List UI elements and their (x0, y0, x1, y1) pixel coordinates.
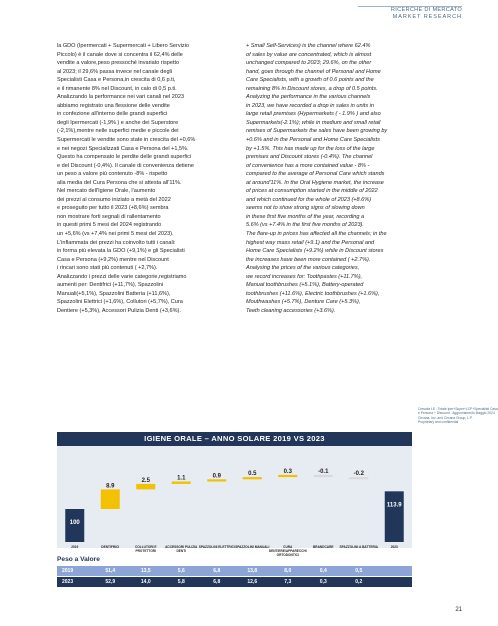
category-tick-label (71, 546, 78, 550)
english-text-line: the increases have been more contained ( +2.7%). (246, 256, 371, 263)
english-text-line: of prices at consumption started in the middle of 2022 (246, 188, 378, 195)
category-tick-line: ORTODONTICI (276, 552, 299, 557)
italian-text-line: Spazzolini Elettrici (+1,6%), Collutori (+5,7%), Cura (57, 299, 183, 306)
peso-value: 8,0 (284, 568, 292, 574)
english-text-line: Supermarkets(-2.1%); while in medium and small retail (246, 119, 381, 126)
english-text-line: in these first five months of the year, recording a (246, 213, 365, 220)
peso-value: 7,3 (284, 579, 292, 585)
source-note-line: Circana, Inc. and Circana Group, L.P. (418, 415, 473, 420)
italian-text-line: Supermercati le vendite sono state in crescita del +0,6% (57, 137, 196, 144)
peso-value: 6,8 (213, 579, 221, 585)
peso-value: 14,0 (140, 579, 151, 585)
peso-value: 0,5 (355, 568, 363, 574)
italian-text-line: in forma più elevata la GDO (+9,1%) e gli Specialisti (57, 248, 185, 255)
category-tick-label (165, 546, 197, 554)
peso-value: 12,6 (247, 579, 258, 585)
english-text-line: premises and Discount stores (-0.4%). The channel (246, 154, 373, 161)
italian-text-line: vendite a valore,peso pressoché invariato rispetto (57, 60, 180, 67)
peso-value: 0,3 (319, 579, 327, 585)
english-text-line: Analyzing the performance in the various channels (246, 94, 371, 101)
english-text-line: Care Specialists, with a growth of 0.6 points and the (246, 77, 374, 84)
chart-title-banner: IGIENE ORALE – ANNO SOLARE 2019 VS 2023 (57, 432, 412, 446)
source-note-line: Crescita LE - Totale Iper+Super+LCP+Specialisti Casa (418, 407, 498, 411)
italian-text-line: i rincari sono stati più contenuti ( +2,7%). (57, 265, 158, 272)
italian-text-line: non mostrare forti segnali di rallentamento (57, 213, 161, 220)
italian-text-line: L'inflammata dei prezzi ha coinvolto tutti i canali: (57, 239, 176, 246)
category-tick-line: DENTI (176, 548, 187, 553)
category-tick-label (135, 546, 157, 554)
italian-text-line: aumenti per: Dentifrici (+11,7%), Spazzolini (57, 282, 164, 289)
italian-text-line: abbiamo registrato una flessione delle vendite (57, 102, 170, 109)
category-tick-line: BRANDCARE (312, 545, 334, 549)
peso-value: 13,5 (140, 568, 151, 574)
value-label: -0.1 (318, 468, 329, 475)
italian-text-line: Casa e Persona (+9,2%) mentre nel Discount (57, 256, 169, 263)
bar-dentifrici (101, 489, 120, 509)
italian-text-line: dei prezzi al consumo iniziato a metà del 2022 (57, 196, 171, 203)
section-header (352, 7, 462, 20)
english-text-line: compared to the average of Personal Care which stands (246, 171, 385, 178)
value-label: 0.5 (248, 471, 257, 478)
italian-text-line: e del Discount (-0,4%). Il canale di convenienza detiene (57, 162, 194, 169)
value-label: 113.9 (386, 502, 402, 509)
english-text-line: at around'11%. In the Oral Hygiene market, the increase (246, 179, 384, 186)
value-label: 0.3 (283, 468, 292, 475)
italian-text-line: un +5,6% (vs +7,4% nei primi 5 mesi del 2023). (57, 231, 174, 238)
english-text-line: toothbrushes (+11.6%), Electric toothbrushes (+1.6%), (246, 290, 380, 297)
italian-text-line: Manuali(+5,1%), Spazzolini Batteria (+11,6%), (57, 290, 171, 297)
bar-cura-dentiere-apparecchi-ortodontici (278, 475, 297, 477)
italian-text-line: Analizzando la performance nei vari canali nel 2023 (57, 94, 185, 101)
italian-text-line: in confezione all'interno delle grandi superfici (57, 111, 168, 118)
category-tick-label (235, 546, 269, 550)
italian-text-line: Specialisti Casa e Persona,in crescita di 0,6 p.ti, (57, 77, 176, 84)
header-line-en: MARKET RESEARCH (392, 14, 462, 20)
category-tick-label (313, 546, 334, 550)
peso-year: 2023 (62, 579, 74, 585)
waterfall-chart (57, 446, 412, 548)
category-tick-line: DENTIFRICI (101, 545, 120, 549)
category-tick-line: PROTETTORI (135, 548, 156, 553)
italian-text-line: la GDO (Ipermercati + Supermercati + Libero Servizio (57, 43, 189, 49)
italian-text-line: (-2,1%),mentre nelle superfici medie e piccole dei (57, 128, 179, 135)
value-label: 100 (69, 520, 80, 526)
category-tick-line: 2019 (71, 545, 79, 549)
peso-value: 13,8 (247, 568, 258, 574)
chart-canvas (57, 446, 412, 548)
bar-spazzolini-a-batteria (349, 477, 368, 479)
bar-brandcare (314, 475, 333, 477)
english-text-line: Teeth cleaning accessories (+3.6%). (246, 307, 336, 314)
italian-text-line: Analizzando i prezzi delle varie categorie,registriamo (57, 273, 187, 280)
category-tick-label (269, 546, 307, 557)
italian-text-line: e nei negozi Specializzati Casa e Persona del +1,5%. (57, 145, 189, 152)
english-text-line: and which continued for the whole of 2023 (+8.6%) (246, 196, 372, 203)
bar-2023 (385, 491, 404, 542)
peso-row-2023 (57, 577, 412, 587)
page-number: 21 (455, 607, 462, 613)
english-column (246, 42, 431, 316)
italian-text-line: Dentiere (+5,3%), Accessori Pulizia Denti (+3,6%). (57, 307, 181, 314)
category-tick-line: CURA (283, 545, 293, 549)
english-text-line: hand, goes through the channel of Personal and Home (246, 68, 381, 75)
english-text-line: Home Care Specialists (+9.2%) while in Discount stores (246, 248, 384, 255)
category-tick-line: DENTIERE/APPARECCHI (268, 548, 307, 553)
peso-title: Peso a Valore (57, 556, 100, 563)
english-text-line: seems not to show strong signs of slowing down (246, 205, 365, 212)
english-text-line: we record increases for: Toothpastes (+11.7%), (246, 273, 363, 280)
english-text-line: large retail premises (Hypermarkets ( - 1.9% ) and also (246, 111, 381, 118)
category-tick-line: SPAZZOLINI ELETTRICI (198, 545, 235, 549)
category-tick-line: COLLUTORI E (134, 545, 157, 549)
peso-value: 0,2 (355, 579, 363, 585)
value-label: 2.5 (141, 477, 150, 484)
italian-text-line: al 2023; il 29,6% passa invece nel canale degli (57, 68, 173, 75)
category-tick-label (101, 546, 119, 550)
category-axis (57, 545, 412, 557)
english-text-line: +0.6% and in the Personal and Home Care Specialists (246, 137, 380, 144)
italian-text-line: alla media del Cura Persona che si attesta all'11%. (57, 179, 182, 186)
bar-spazzolini-elettrici (207, 479, 226, 481)
peso-value: 5,6 (177, 568, 185, 574)
english-text-line: of sales by value are concentrated, which is almost (246, 51, 372, 58)
italian-text-line: e proseguito per tutto il 2023 (+8,6%) sembra (57, 205, 169, 212)
source-note-line: e Persona + Discount - Aggiornamento Maggio 2024 (418, 411, 495, 416)
category-tick-line: 2023 (390, 545, 398, 549)
italian-text-line: un peso a valore più contenuto -8% - rispetto (57, 171, 168, 178)
category-tick-label (340, 546, 378, 550)
english-text-line: Analysing the prices of the various categories, (246, 265, 360, 272)
english-text-line: of convenience has a more contained value - 8% - (246, 162, 370, 169)
english-text-line: remises of Supermarkets the sales have been growing by (246, 128, 388, 135)
source-note-line: Proprietary and confidential (418, 419, 459, 424)
peso-value: 6,8 (213, 568, 221, 574)
value-label: 1.1 (177, 475, 186, 482)
italian-text-line: Nel mercato dell'Igiene Orale, l'aumento (57, 188, 156, 195)
italian-text-line: e il rimanente 8% nel Discount, in calo di 0,5 p.ti. (57, 85, 177, 92)
english-text-line: by +1.5%. This has made up for the loss of the large (246, 145, 375, 152)
header-line-it: RICERCHE DI MERCATO (390, 7, 462, 13)
english-text-line: in 2023, we have recorded a drop in sales in units in (246, 102, 374, 109)
english-text-line: The flare-up in prices has affected all the channels; in the (246, 231, 387, 238)
category-tick-line: ACCESSORI PULIZIA (165, 545, 198, 549)
bar-accessori-pulizia-denti (172, 482, 191, 484)
peso-row-2019 (57, 566, 412, 576)
source-note (418, 407, 498, 424)
bar-spazzolini-manuali (243, 477, 262, 479)
italian-column (57, 42, 237, 316)
category-tick-label (199, 546, 235, 550)
peso-year: 2019 (62, 568, 74, 574)
english-text-line: highest way mass retail (+9.1) and the Personal and (246, 239, 375, 246)
italian-text-line: Questo ha compensato le perdite delle grandi superfici (57, 154, 192, 161)
english-text-line: + Small Self-Services) is the channel where 62.4% (246, 43, 371, 49)
peso-value: 0,4 (319, 568, 327, 574)
english-text-line: remaining 8% in Discount stores, a drop of 0.5 points. (246, 85, 378, 92)
value-label: -0.2 (353, 471, 364, 478)
italian-text-line: degli Ipermercati (-1,9% ) e anche dei Superstore (57, 119, 179, 126)
english-text-line: 5.6% (vs +7.4% in the first five months of 2023). (246, 222, 364, 229)
peso-value: 5,8 (177, 579, 185, 585)
bar-collutori-e-protettori (136, 484, 155, 490)
value-label: 0.9 (212, 473, 221, 480)
italian-text-line: Piccolo) è il canale dove si concentra il 62,4% delle (57, 51, 183, 58)
english-text-line: unchanged compared to 2023; 29.6%, on the other (246, 60, 372, 67)
category-tick-line: SPAZZOLINI MANUALI (235, 545, 270, 549)
english-text-line: Mouthwashes (+5.7%), Denture Care (+5.3%), (246, 299, 361, 306)
value-label: 8.9 (106, 483, 115, 490)
italian-text-line: in questi primi 5 mesi del 2024 registrando (57, 222, 162, 229)
english-text-line: Manual toothbrushes (+5.1%), Battery-operated (246, 282, 364, 289)
category-tick-line: SPAZZOLINI A BATTERIA (339, 545, 378, 549)
header-rule (358, 6, 462, 7)
peso-value: 51,4 (105, 568, 116, 574)
peso-value: 52,9 (105, 579, 116, 585)
category-tick-label (391, 546, 398, 550)
